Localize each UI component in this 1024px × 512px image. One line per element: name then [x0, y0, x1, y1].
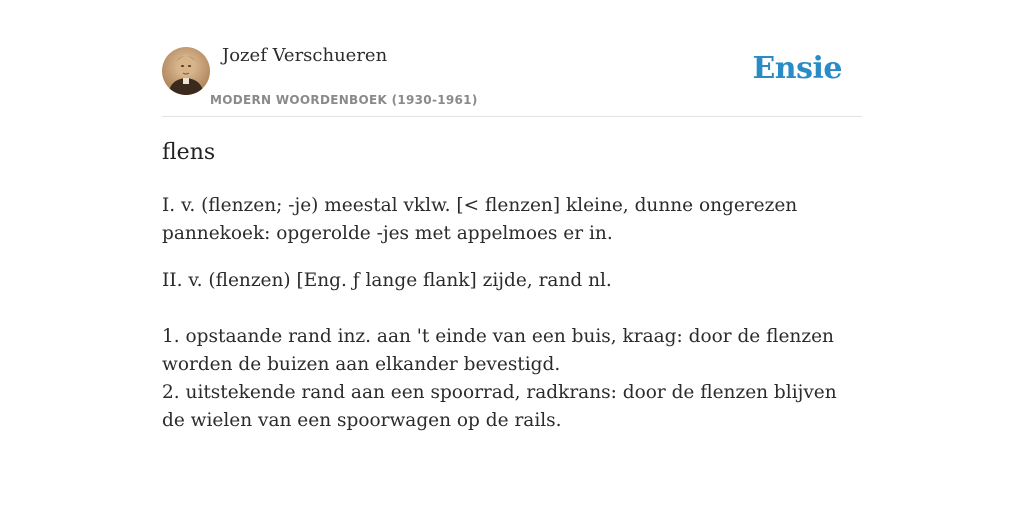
sense-1: 1. opstaande rand inz. aan 't einde van een buis, kraag: door de flenzen worden de buizen aan elkander bevestigd.: [162, 326, 834, 375]
author-name[interactable]: Jozef Verschueren: [222, 45, 388, 66]
source-label[interactable]: MODERN WOORDENBOEK (1930-1961): [210, 93, 478, 107]
page: [162, 0, 862, 512]
avatar[interactable]: [162, 47, 210, 95]
headword: flens: [162, 140, 216, 165]
sense-2: 2. uitstekende rand aan een spoorrad, radkrans: door de flenzen blijven de wielen van een spoorwagen op de rails.: [162, 382, 837, 431]
header: [162, 0, 862, 117]
author-portrait: [162, 47, 210, 95]
brand-logo[interactable]: Ensie: [752, 51, 842, 86]
definition-2: II. v. (flenzen) [Eng. ƒ lange flank] zijde, rand nl.: [162, 270, 612, 291]
definition-1: I. v. (flenzen; -je) meestal vklw. [< flenzen] kleine, dunne ongerezen pannekoek: opgerolde -jes met appelmoes er in.: [162, 195, 798, 244]
